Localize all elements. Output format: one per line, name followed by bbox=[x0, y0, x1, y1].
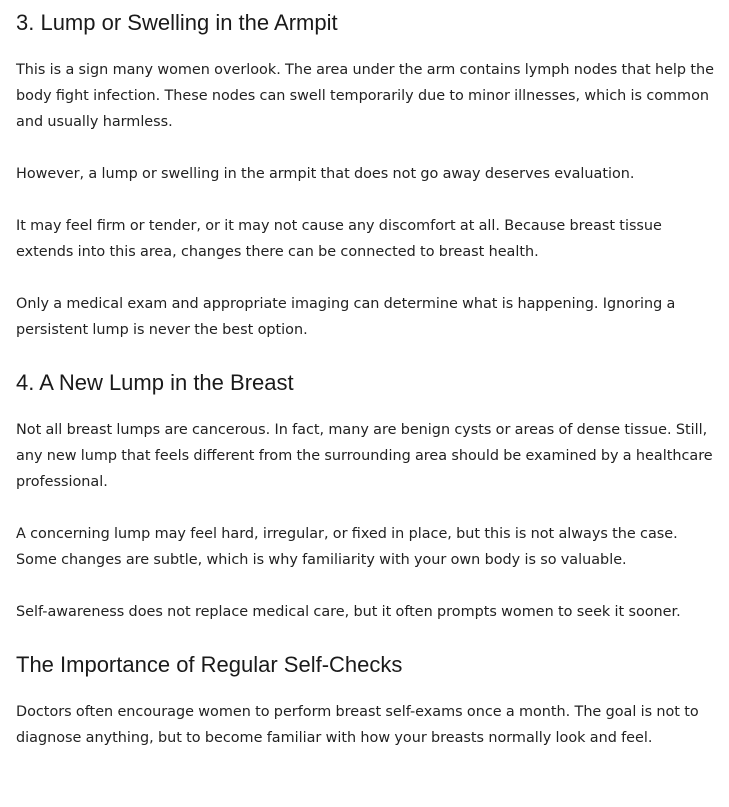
article-body bbox=[16, 0, 721, 751]
paragraph: A concerning lump may feel hard, irregular, or fixed in place, but this is not always the case. Some changes are subtle, which is why familiarity with your own body is so valuable. bbox=[16, 526, 678, 568]
paragraph: Only a medical exam and appropriate imaging can determine what is happening. Ignoring a persistent lump is never the best option. bbox=[16, 296, 676, 338]
section-heading-breast-lump: 4. A New Lump in the Breast bbox=[16, 370, 294, 395]
paragraph: It may feel firm or tender, or it may not cause any discomfort at all. Because breast tissue extends into this area, changes there can be connected to breast health. bbox=[16, 218, 662, 260]
section-heading-self-checks: The Importance of Regular Self-Checks bbox=[16, 652, 403, 677]
paragraph: Self-awareness does not replace medical care, but it often prompts women to seek it sooner. bbox=[16, 604, 681, 620]
paragraph: Doctors often encourage women to perform breast self-exams once a month. The goal is not to diagnose anything, but to become familiar with how your breasts normally look and feel. bbox=[16, 704, 699, 746]
paragraph: Not all breast lumps are cancerous. In fact, many are benign cysts or areas of dense tissue. Still, any new lump that feels different from the surrounding area should be examined by a healthcare professional. bbox=[16, 422, 713, 490]
paragraph: This is a sign many women overlook. The area under the arm contains lymph nodes that help the body fight infection. These nodes can swell temporarily due to minor illnesses, which is common and usually harmless. bbox=[16, 62, 714, 130]
paragraph: However, a lump or swelling in the armpit that does not go away deserves evaluation. bbox=[16, 166, 635, 182]
section-heading-armpit-lump: 3. Lump or Swelling in the Armpit bbox=[16, 10, 338, 35]
